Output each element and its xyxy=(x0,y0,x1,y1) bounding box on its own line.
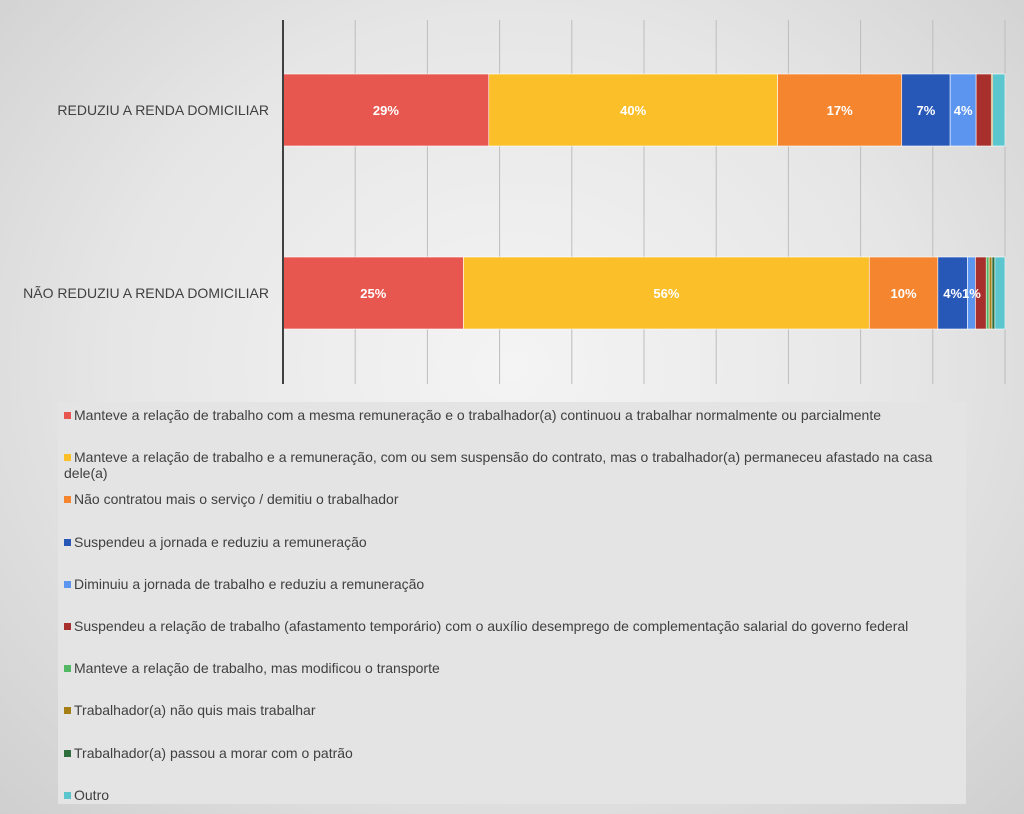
legend-item xyxy=(64,407,962,423)
data-label: 4% xyxy=(943,286,963,301)
legend-item xyxy=(64,534,962,550)
legend-label: Manteve a relação de trabalho, mas modificou o transporte xyxy=(74,660,440,677)
data-label: 25% xyxy=(360,286,387,301)
stacked-bar-chart xyxy=(0,0,1024,400)
legend-swatch xyxy=(64,539,71,546)
legend-item xyxy=(64,449,962,481)
legend-swatch xyxy=(64,412,71,419)
legend-swatch xyxy=(64,496,71,503)
legend xyxy=(58,402,966,804)
legend-swatch xyxy=(64,750,71,757)
legend-label: Manteve a relação de trabalho com a mesma remuneração e o trabalhador(a) continuou a trabalhar normalmente ou parcialmente xyxy=(74,407,882,423)
legend-label: Trabalhador(a) passou a morar com o patrão xyxy=(74,744,353,761)
data-label: 1% xyxy=(962,286,981,301)
data-label: 4% xyxy=(953,103,973,118)
legend-item xyxy=(64,660,962,676)
data-label: 17% xyxy=(826,103,853,118)
data-label: 10% xyxy=(890,286,917,301)
legend-label: Não contratou mais o serviço / demitiu o trabalhador xyxy=(74,491,399,508)
bar-segment xyxy=(995,257,1005,329)
data-label: 40% xyxy=(620,103,647,118)
legend-label: Outro xyxy=(74,786,110,803)
legend-swatch xyxy=(64,623,71,630)
bar-segment xyxy=(989,257,992,329)
legend-label: Suspendeu a relação de trabalho (afastamento temporário) com o auxílio desemprego de complementação salarial do governo federal xyxy=(74,618,909,634)
bar-segment xyxy=(976,74,991,146)
legend-swatch xyxy=(64,581,71,588)
legend-item xyxy=(64,491,962,507)
data-label: 29% xyxy=(372,103,399,118)
legend-item xyxy=(64,702,962,718)
legend-swatch xyxy=(64,454,71,461)
category-label: REDUZIU A RENDA DOMICILIAR xyxy=(57,102,269,118)
data-label: 7% xyxy=(916,103,936,118)
legend-item xyxy=(64,787,962,803)
category-labels xyxy=(23,102,269,301)
data-label: 56% xyxy=(653,286,680,301)
bar-segment xyxy=(992,257,995,329)
legend-item xyxy=(64,745,962,761)
legend-label: Manteve a relação de trabalho e a remuneração, com ou sem suspensão do contrato, mas o trabalhador(a) permaneceu afastado na casa dele(a) xyxy=(64,449,933,482)
bar-segment xyxy=(993,74,1005,146)
category-label: NÃO REDUZIU A RENDA DOMICILIAR xyxy=(23,285,269,301)
legend-item xyxy=(64,576,962,592)
legend-item xyxy=(64,618,962,634)
legend-swatch xyxy=(64,792,71,799)
legend-swatch xyxy=(64,707,71,714)
legend-label: Suspendeu a jornada e reduziu a remuneração xyxy=(74,533,367,550)
legend-label: Trabalhador(a) não quis mais trabalhar xyxy=(74,702,316,719)
bar-segment xyxy=(986,257,989,329)
legend-swatch xyxy=(64,665,71,672)
legend-label: Diminuiu a jornada de trabalho e reduziu a remuneração xyxy=(74,575,425,592)
